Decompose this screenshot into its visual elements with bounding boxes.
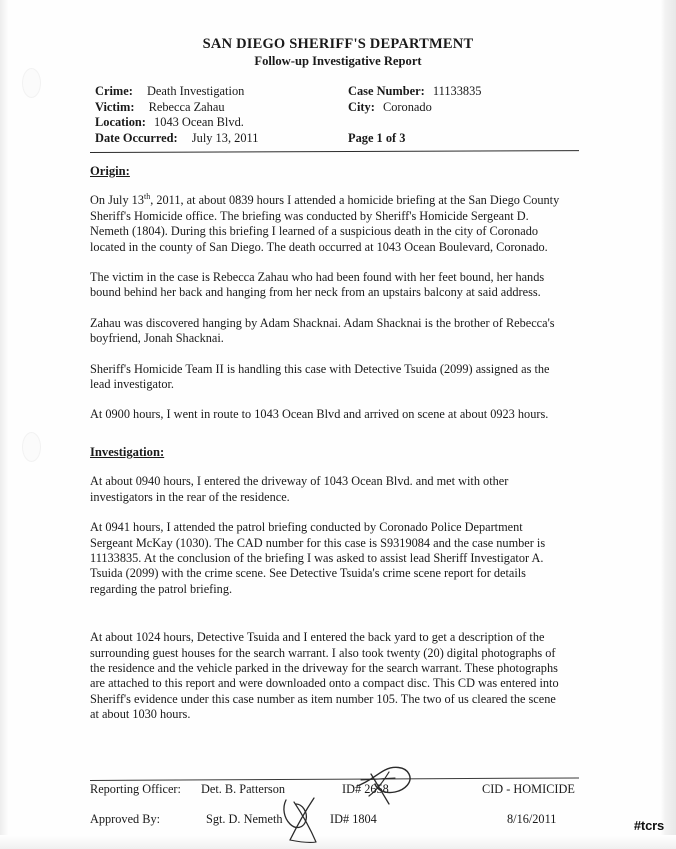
unit-designation: CID - HOMICIDE — [482, 782, 575, 796]
approved-by-label: Approved By: — [90, 812, 161, 826]
date-occurred-value: July 13, 2011 — [191, 130, 259, 145]
origin-paragraph-3: Zahau was discovered hanging by Adam Shacknai. Adam Shacknai is the brother of Rebecca's boyfriend, Jonah Shacknai. — [90, 315, 555, 346]
ordinal-suffix: th — [143, 192, 151, 202]
report-footer — [90, 782, 590, 842]
investigation-paragraph-2: At 0941 hours, I attended the patrol briefing conducted by Coronado Police Department Sergeant McKay (1030). The CAD number for this case is S9319084 and the case number is 11133835. At the conclusion of the briefing I was asked to assist lead Sheriff Investigator A. Tsuida (2099) with the crime scene. See Detective Tsuida's crime scene report for details regarding the patrol briefing. — [90, 520, 546, 596]
victim-value: Rebecca Zahau — [148, 99, 225, 114]
metadata-row-location — [95, 115, 585, 131]
city-label: City: — [348, 99, 375, 114]
origin-p1-text-b: , 2011, at about 0839 hours I attended a homicide briefing at the San Diego County Sheriff's Homicide office. The briefing was conducted by Sheriff's Homicide Sergeant D. Nemeth (1804). During this briefing I learned of a suspicious death in the city of Coronado located in the county of San Diego. The death occurred at 1043 Ocean Boulevard, Coronado. — [90, 193, 560, 254]
investigation-paragraph-3: At about 1024 hours, Detective Tsuida and I entered the back yard to get a description of the surrounding guest houses for the search warrant. I also took twenty (20) digital photographs of the residence and the vehicle parked in the driveway for the search warrant. These photographs are attached to this report and were downloaded onto a compact disc. This CD was entered into Sheriff's evidence under this case number as item number 105. The two of us cleared the scene at about 1030 hours. — [90, 630, 559, 722]
origin-paragraph-2: The victim in the case is Rebecca Zahau who had been found with her feet bound, her hands bound behind her back and hanging from her neck from an upstairs balcony at said address. — [90, 270, 545, 300]
footer-row-reporting-officer — [90, 782, 590, 812]
case-metadata-block — [95, 84, 585, 146]
origin-paragraph-1 — [90, 193, 563, 255]
metadata-row-crime — [95, 84, 585, 100]
scan-edge-right — [660, 0, 676, 849]
reporting-officer-name: Det. B. Patterson — [201, 782, 286, 796]
crime-field — [95, 84, 244, 100]
metadata-row-victim — [95, 100, 585, 116]
location-field — [95, 115, 244, 131]
origin-paragraph-5: At 0900 hours, I went in route to 1043 Ocean Blvd and arrived on scene at about 0923 hours. — [90, 407, 549, 422]
section-heading-investigation: Investigation: — [90, 444, 165, 459]
case-number-field — [348, 84, 482, 100]
paragraph-spacer — [90, 612, 563, 630]
reporting-officer-label: Reporting Officer: — [90, 782, 181, 796]
approval-date: 8/16/2011 — [507, 812, 557, 826]
page-indicator: Page 1 of 3 — [348, 131, 406, 145]
location-value: 1043 Ocean Blvd. — [154, 115, 244, 130]
location-label: Location: — [95, 115, 146, 130]
case-number-value: 11133835 — [432, 84, 482, 98]
victim-label: Victim: — [95, 99, 135, 114]
origin-p1-text-a: On July 13 — [90, 193, 144, 208]
case-number-label: Case Number: — [348, 84, 425, 98]
origin-paragraph-4: Sheriff's Homicide Team II is handling this case with Detective Tsuida (2099) assigned as the lead investigator. — [90, 361, 550, 392]
metadata-row-date-occurred — [95, 131, 585, 147]
crime-value: Death Investigation — [146, 84, 245, 98]
investigation-paragraph-1: At about 0940 hours, I entered the driveway of 1043 Ocean Blvd. and met with other investigators in the rear of the residence. — [90, 474, 509, 504]
document-subtitle: Follow-up Investigative Report — [254, 54, 422, 68]
report-body — [90, 164, 563, 738]
watermark-tcrs: #tcrs — [633, 818, 664, 833]
date-occurred-field — [95, 131, 258, 147]
footer-divider-rule — [90, 777, 579, 781]
date-occurred-label: Date Occurred: — [95, 130, 178, 145]
header-divider-rule — [90, 150, 579, 153]
city-value: Coronado — [382, 99, 432, 114]
approved-by-id: ID# 1804 — [330, 812, 377, 826]
section-heading-origin: Origin: — [90, 164, 130, 178]
reporting-officer-id: ID# 2658 — [342, 782, 389, 796]
hole-punch-mark-bottom — [22, 432, 41, 462]
scan-edge-left — [0, 0, 9, 849]
hole-punch-mark-top — [22, 68, 41, 98]
victim-field — [95, 100, 225, 116]
footer-row-approved-by — [90, 812, 590, 842]
approved-by-name: Sgt. D. Nemeth — [206, 812, 283, 826]
crime-label: Crime: — [95, 84, 133, 98]
city-field — [348, 100, 432, 116]
document-title: SAN DIEGO SHERIFF'S DEPARTMENT — [202, 36, 474, 52]
